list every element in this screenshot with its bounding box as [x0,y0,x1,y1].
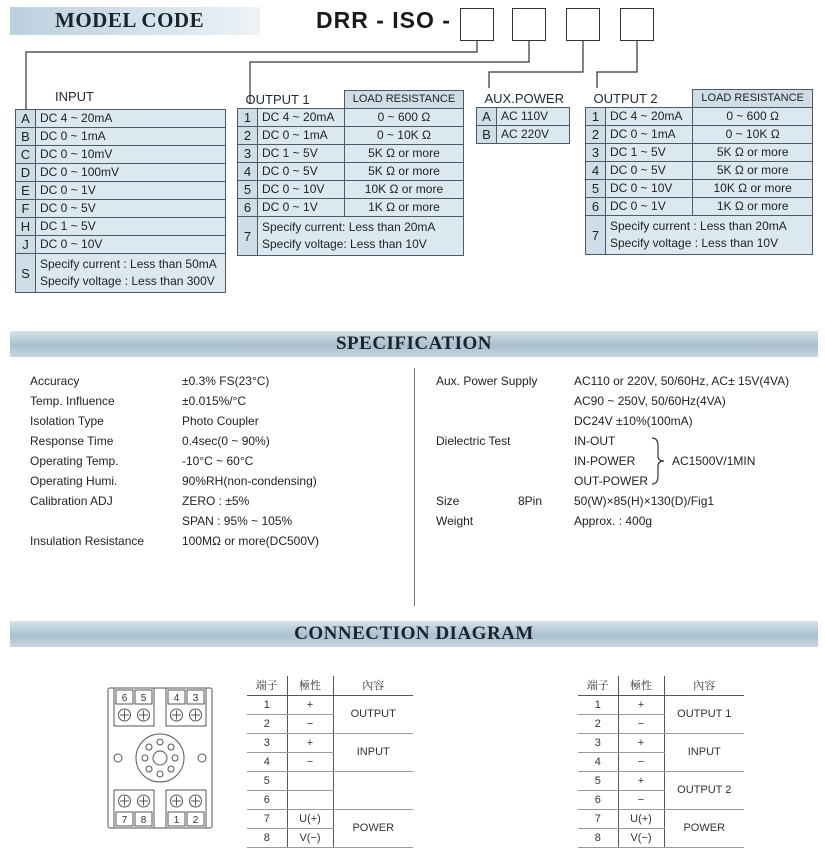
screw-terminal-icon [119,709,202,807]
option-resistance: 0 ~ 600 Ω [344,109,463,127]
content-group: OUTPUT 2 [664,771,744,809]
option-special-desc [606,216,813,255]
socket-pin-7: 7 [121,815,128,826]
table-row [586,198,813,216]
dielectric-brace-icon [650,436,666,486]
option-desc: DC 0 ~ 100mV [36,164,226,182]
option-code: H [16,218,36,236]
content-group: POWER [333,809,413,847]
table-row [16,236,226,254]
option-desc: DC 4 ~ 20mA [258,109,345,127]
aux-power-table [476,90,570,144]
conn-header-row [578,676,744,695]
socket-pin-4: 4 [173,693,180,704]
terminal-number: 6 [247,790,287,809]
option-desc: DC 0 ~ 5V [606,162,693,180]
terminal-number: 2 [578,714,618,733]
option-desc: DC 0 ~ 5V [258,163,345,181]
option-code: A [477,108,497,126]
terminal-number: 5 [247,771,287,790]
table-row [16,200,226,218]
terminal-number: 7 [578,809,618,828]
table-row [586,126,813,144]
option-desc: DC 1 ~ 5V [258,145,345,163]
option-desc: AC 220V [497,126,570,144]
content-group [333,771,413,809]
spec-label: Isolation Type [30,414,104,428]
terminal-number: 1 [247,695,287,714]
input-header: INPUT [55,89,94,104]
polarity: + [287,695,333,714]
option-code: 1 [238,109,258,127]
conn-row [247,695,413,714]
option-resistance: 0 ~ 600 Ω [693,108,813,126]
spec-value: 100MΩ or more(DC500V) [182,534,320,548]
polarity: − [618,752,664,771]
size-value: 50(W)×85(H)×130(D)/Fig1 [574,494,715,508]
option-desc: DC 4 ~ 20mA [606,108,693,126]
option-resistance: 10K Ω or more [693,180,813,198]
polarity: U(+) [618,809,664,828]
table-row-special [238,217,464,256]
table-row [16,218,226,236]
output1-table [237,90,464,256]
option-desc: AC 110V [497,108,570,126]
option-desc: DC 4 ~ 20mA [36,110,226,128]
option-code: 6 [238,199,258,217]
load-resistance-header: LOAD RESISTANCE [344,91,463,109]
option-code: C [16,146,36,164]
special-line-2: Specify voltage: Less than 10V [262,237,427,251]
table-row [238,145,464,163]
dielectric-item-in-out: IN-OUT [574,434,616,448]
option-desc: DC 0 ~ 1mA [36,128,226,146]
dielectric-item-out-power: OUT-POWER [574,474,648,488]
socket-diagram [105,682,215,834]
option-code: 3 [586,144,606,162]
socket-pin-8: 8 [140,815,147,826]
table-header-row [238,91,464,109]
table-header-row [477,90,570,108]
conn-header-cell: 內容 [664,676,744,695]
conn-row [247,733,413,752]
socket-pin-6: 6 [121,693,128,704]
terminal-number: 3 [247,733,287,752]
load-resistance-header: LOAD RESISTANCE [693,90,813,108]
option-resistance: 0 ~ 10K Ω [344,127,463,145]
spec-label: Operating Temp. [30,454,119,468]
spec-value: ZERO : ±5% [182,494,250,508]
option-code: D [16,164,36,182]
dielectric-item-in-power: IN-POWER [574,454,636,468]
spec-label: Insulation Resistance [30,534,145,548]
table-row [16,128,226,146]
option-resistance: 1K Ω or more [693,198,813,216]
content-group: OUTPUT 1 [664,695,744,733]
special-line-2: Specify voltage : Less than 300V [40,274,215,288]
conn-header-cell: 端子 [578,676,618,695]
special-line-1: Specify current: Less than 20mA [262,220,436,234]
size-pin: 8Pin [518,494,543,508]
option-code: 7 [238,217,258,256]
polarity: − [618,714,664,733]
polarity [287,771,333,790]
option-desc: DC 0 ~ 10V [36,236,226,254]
dielectric-value: AC1500V/1MIN [672,454,756,468]
table-row [238,109,464,127]
table-row [238,181,464,199]
terminal-number: 8 [247,828,287,847]
output1-header: OUTPUT 1 [245,91,310,107]
special-line-2: Specify voltage : Less than 10V [610,236,779,250]
terminal-number: 1 [578,695,618,714]
aux-value-3: DC24V ±10%(100mA) [574,414,693,428]
special-line-1: Specify current : Less than 50mA [40,257,217,271]
option-code: B [16,128,36,146]
aux_power-header: AUX.POWER [484,91,564,106]
conn-header-cell: 端子 [247,676,287,695]
connection-table-2 [578,676,744,848]
spec-label: Accuracy [30,374,80,388]
conn-row [578,771,744,790]
table-row [16,164,226,182]
content-group: INPUT [333,733,413,771]
polarity: V(−) [287,828,333,847]
size-label: Size [436,494,460,508]
table-row [586,162,813,180]
option-resistance: 5K Ω or more [693,162,813,180]
option-desc: DC 0 ~ 5V [36,200,226,218]
content-group: OUTPUT [333,695,413,733]
connection-title: CONNECTION DIAGRAM [294,623,534,644]
option-resistance: 10K Ω or more [344,181,463,199]
model-code-title: MODEL CODE [55,8,205,32]
option-code: 4 [586,162,606,180]
table-row [586,180,813,198]
specification-title: SPECIFICATION [335,333,493,354]
input-table [15,109,226,293]
dielectric-test-label: Dielectric Test [436,434,511,448]
table-row [586,144,813,162]
aux-power-supply-label: Aux. Power Supply [436,374,538,388]
option-code: S [16,254,36,293]
socket-pin-2: 2 [192,815,199,826]
option-code: 5 [238,181,258,199]
polarity: + [618,771,664,790]
special-line-1: Specify current : Less than 20mA [610,219,787,233]
table-row [477,126,570,144]
option-code: 1 [586,108,606,126]
option-desc: DC 0 ~ 1V [258,199,345,217]
conn-row [247,809,413,828]
table-row-special [586,216,813,255]
polarity: − [287,714,333,733]
option-code: E [16,182,36,200]
option-code: 2 [586,126,606,144]
spec-value: -10°C ~ 60°C [182,454,254,468]
spec-label: Calibration ADJ [30,494,113,508]
conn-header-row [247,676,413,695]
spec-value: 0.4sec(0 ~ 90%) [182,434,270,448]
option-resistance: 5K Ω or more [344,163,463,181]
socket-pin-3: 3 [192,693,199,704]
spec-label: Temp. Influence [30,394,115,408]
option-desc: DC 0 ~ 1V [36,182,226,200]
spec-value: Photo Coupler [182,414,259,428]
option-code: 5 [586,180,606,198]
option-desc: DC 0 ~ 1mA [606,126,693,144]
option-code: J [16,236,36,254]
table-row [16,110,226,128]
polarity: + [618,695,664,714]
polarity: U(+) [287,809,333,828]
output2-header: OUTPUT 2 [593,90,658,106]
option-code: 3 [238,145,258,163]
option-resistance: 0 ~ 10K Ω [693,126,813,144]
aux-value-1: AC110 or 220V, 50/60Hz, AC± 15V(4VA) [574,374,790,388]
terminal-number: 3 [578,733,618,752]
conn-row [247,771,413,790]
spec-value: ±0.015%/°C [182,394,247,408]
option-special-desc [258,217,464,256]
terminal-number: 4 [578,752,618,771]
polarity [287,790,333,809]
table-header-row [586,90,813,108]
model-code-prefix: DRR - ISO - [316,7,451,33]
spec-value: ±0.3% FS(23°C) [182,374,270,388]
weight-value: Approx. : 400g [574,514,653,528]
spec-value: SPAN : 95% ~ 105% [182,514,293,528]
option-desc: DC 0 ~ 10mV [36,146,226,164]
option-desc: DC 1 ~ 5V [606,144,693,162]
option-code: A [16,110,36,128]
option-resistance: 1K Ω or more [344,199,463,217]
terminal-number: 7 [247,809,287,828]
spec-value: 90%RH(non-condensing) [182,474,317,488]
table-row [238,127,464,145]
conn-header-cell: 極性 [287,676,333,695]
option-desc: DC 0 ~ 1V [606,198,693,216]
table-row [238,199,464,217]
option-desc: DC 0 ~ 1mA [258,127,345,145]
content-group: POWER [664,809,744,847]
polarity: V(−) [618,828,664,847]
option-code: 2 [238,127,258,145]
option-special-desc [36,254,226,293]
polarity: − [618,790,664,809]
socket-pin-1: 1 [173,815,180,826]
terminal-number: 2 [247,714,287,733]
spec-divider [414,368,415,606]
conn-row [578,733,744,752]
conn-header-cell: 內容 [333,676,413,695]
table-row [586,108,813,126]
option-code: 4 [238,163,258,181]
table-row [238,163,464,181]
spec-label: Operating Humi. [30,474,118,488]
content-group: INPUT [664,733,744,771]
aux-value-2: AC90 ~ 250V, 50/60Hz(4VA) [574,394,726,408]
conn-header-cell: 極性 [618,676,664,695]
option-desc: DC 1 ~ 5V [36,218,226,236]
option-resistance: 5K Ω or more [693,144,813,162]
table-row [16,146,226,164]
terminal-number: 5 [578,771,618,790]
option-resistance: 5K Ω or more [344,145,463,163]
option-desc: DC 0 ~ 10V [258,181,345,199]
conn-row [578,695,744,714]
table-row-special [16,254,226,293]
connection-table-1 [247,676,413,848]
weight-label: Weight [436,514,474,528]
polarity: + [618,733,664,752]
conn-row [578,809,744,828]
table-row [16,182,226,200]
polarity: + [287,733,333,752]
spec-label: Response Time [30,434,114,448]
option-code: B [477,126,497,144]
table-row [477,108,570,126]
socket-pin-5: 5 [140,693,147,704]
terminal-number: 8 [578,828,618,847]
option-code: 7 [586,216,606,255]
terminal-number: 6 [578,790,618,809]
terminal-number: 4 [247,752,287,771]
option-code: F [16,200,36,218]
output2-table [585,89,813,255]
option-code: 6 [586,198,606,216]
polarity: − [287,752,333,771]
option-desc: DC 0 ~ 10V [606,180,693,198]
